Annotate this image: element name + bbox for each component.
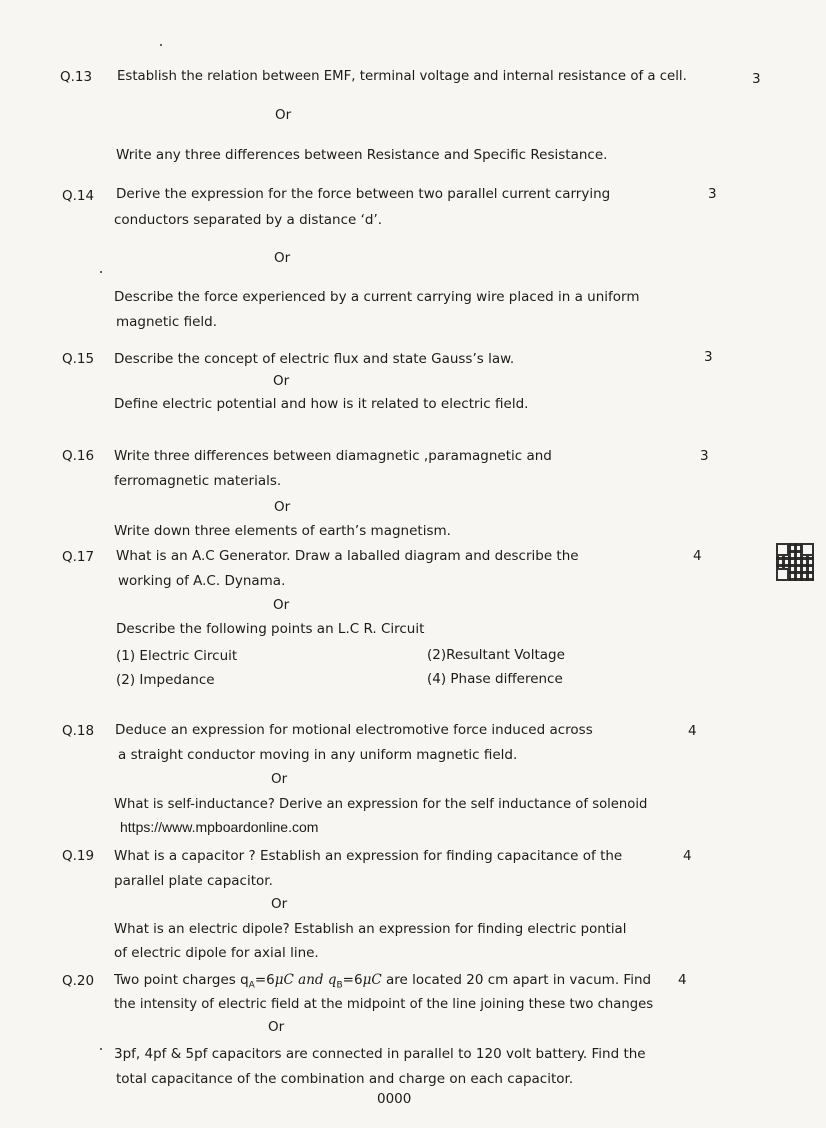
website-url[interactable]: https://www.mpboardonline.com: [120, 819, 319, 835]
marks: 4: [683, 848, 692, 864]
scan-speck: [100, 271, 102, 273]
question-number: Q.14: [62, 188, 95, 204]
alternative-question-text: Define electric potential and how is it related to electric field.: [114, 396, 529, 412]
q20-italic-part: μC: [362, 972, 382, 988]
question-number: Q.20: [62, 973, 95, 989]
q20-text-part: =6: [342, 972, 363, 988]
q20-text-part: are located 20 cm apart in vacum. Find: [381, 972, 652, 988]
question-text: parallel plate capacitor.: [114, 873, 273, 889]
question-text: Establish the relation between EMF, terminal voltage and internal resistance of a cell.: [117, 69, 687, 84]
q20-text-part: =6: [254, 972, 275, 988]
scan-speck: [100, 1048, 102, 1050]
point-item: (2)Resultant Voltage: [427, 647, 565, 663]
question-text: Deduce an expression for motional electromotive force induced across: [115, 722, 593, 738]
alternative-question-text: 3pf, 4pf & 5pf capacitors are connected in parallel to 120 volt battery. Find the: [114, 1046, 646, 1062]
alternative-question-text: total capacitance of the combination and charge on each capacitor.: [116, 1071, 574, 1087]
scan-speck: [160, 44, 162, 46]
marks: 3: [700, 448, 709, 464]
question-text: conductors separated by a distance ‘d’.: [114, 212, 383, 228]
alternative-question-text: Write down three elements of earth’s magnetism.: [114, 523, 451, 539]
marks: 3: [708, 186, 717, 202]
question-number: Q.17: [62, 549, 95, 565]
question-text: Derive the expression for the force between two parallel current carrying: [116, 186, 611, 202]
qr-code-icon: [776, 543, 814, 581]
question-number: Q.13: [60, 69, 93, 85]
question-text: What is a capacitor ? Establish an expression for finding capacitance of the: [114, 848, 623, 864]
q20-text-part: Two point charges q: [114, 972, 249, 988]
question-number: Q.15: [62, 351, 95, 367]
marks: 4: [678, 972, 687, 988]
alternative-question-text: of electric dipole for axial line.: [114, 945, 319, 961]
or-separator: Or: [268, 1019, 285, 1035]
alternative-question-text: Describe the force experienced by a current carrying wire placed in a uniform: [114, 289, 640, 305]
alternative-question-text: What is an electric dipole? Establish an expression for finding electric pontial: [114, 922, 627, 937]
marks: 3: [704, 349, 713, 365]
subscript-a: A: [248, 980, 255, 991]
question-text: Describe the concept of electric flux and state Gauss’s law.: [114, 351, 515, 367]
point-item: (4) Phase difference: [427, 671, 563, 687]
question-text: [114, 971, 651, 995]
question-text: a straight conductor moving in any uniform magnetic field.: [118, 747, 518, 763]
or-separator: Or: [273, 373, 290, 389]
question-text: working of A.C. Dynama.: [118, 573, 286, 589]
or-separator: Or: [271, 896, 288, 912]
marks: 3: [752, 71, 761, 87]
marks: 4: [688, 723, 697, 739]
or-separator: Or: [273, 597, 290, 613]
or-separator: Or: [271, 771, 288, 787]
or-separator: Or: [275, 107, 292, 123]
question-text: ferromagnetic materials.: [114, 473, 282, 489]
or-separator: Or: [274, 499, 291, 515]
or-separator: Or: [274, 250, 291, 266]
point-item: (2) Impedance: [116, 672, 215, 688]
question-text: Write three differences between diamagnetic ,paramagnetic and: [114, 448, 552, 464]
subscript-b: B: [336, 980, 343, 991]
page-footer-code: 0000: [377, 1091, 412, 1107]
marks: 4: [693, 548, 702, 564]
question-text: What is an A.C Generator. Draw a laballed diagram and describe the: [116, 548, 579, 564]
alternative-question-text: What is self-inductance? Derive an expression for the self inductance of solenoid: [114, 797, 648, 812]
alternative-question-text: Describe the following points an L.C R. Circuit: [116, 621, 425, 637]
question-text: the intensity of electric field at the midpoint of the line joining these two changes: [114, 997, 654, 1012]
question-number: Q.16: [62, 448, 95, 464]
q20-italic-part: μC and q: [274, 972, 337, 988]
question-number: Q.18: [62, 723, 95, 739]
alternative-question-text: magnetic field.: [116, 314, 218, 330]
question-number: Q.19: [62, 848, 95, 864]
point-item: (1) Electric Circuit: [116, 648, 238, 664]
alternative-question-text: Write any three differences between Resistance and Specific Resistance.: [116, 147, 608, 163]
